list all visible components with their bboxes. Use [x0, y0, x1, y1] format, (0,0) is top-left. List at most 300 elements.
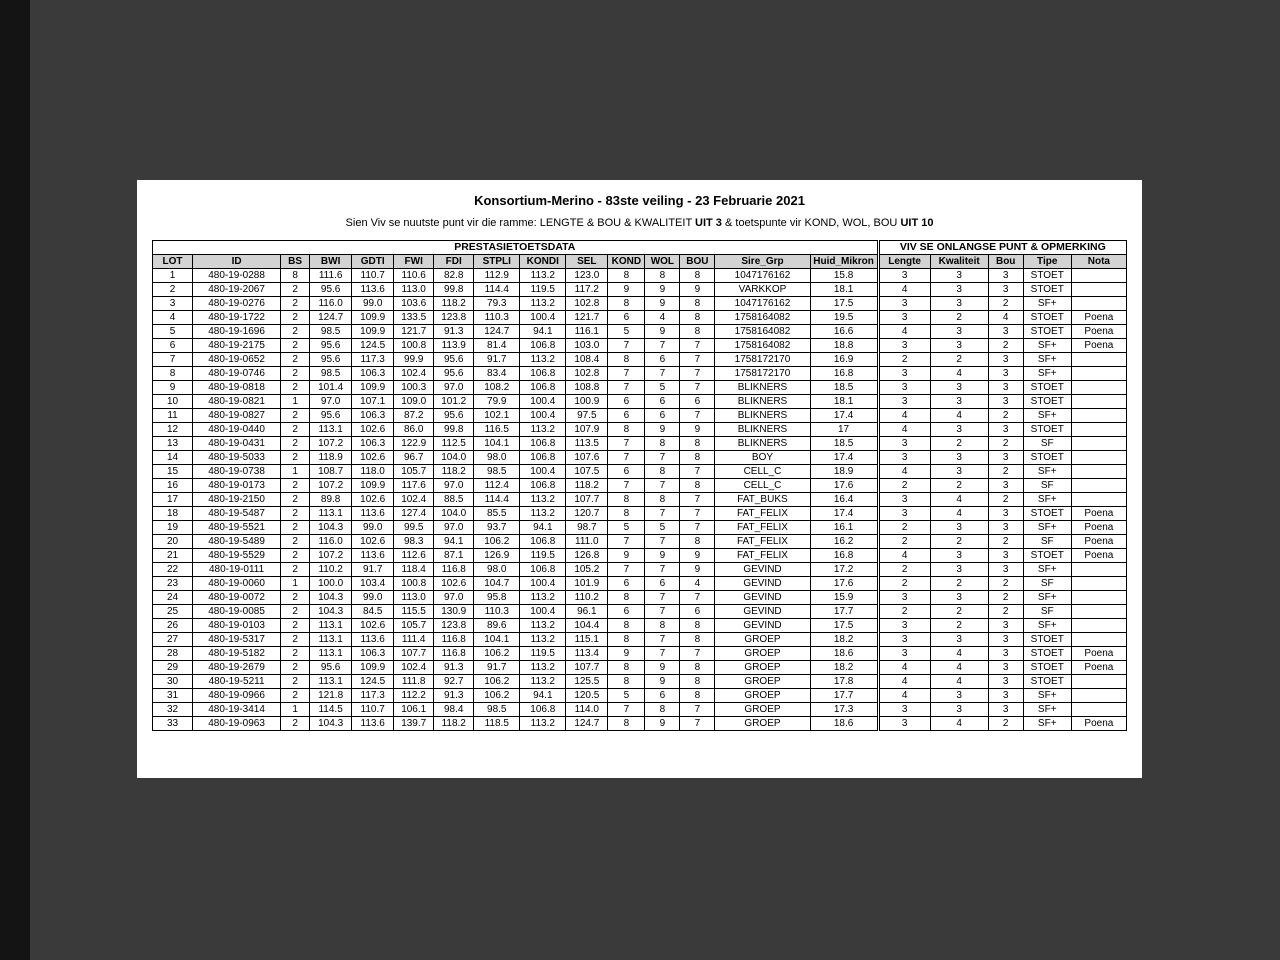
table-cell: 124.7 [566, 717, 608, 731]
table-row [153, 423, 1127, 437]
table-cell: 102.6 [434, 577, 474, 591]
table-cell: 102.8 [566, 297, 608, 311]
table-cell: 2 [281, 689, 310, 703]
table-cell: 2 [281, 619, 310, 633]
table-cell: 7 [608, 535, 645, 549]
table-cell: 110.3 [474, 311, 520, 325]
table-cell: 4 [878, 283, 930, 297]
table-cell: 116.5 [474, 423, 520, 437]
table-cell: 95.6 [434, 353, 474, 367]
table-cell: SF [1023, 605, 1071, 619]
table-cell: 6 [680, 395, 715, 409]
table-cell: 105.2 [566, 563, 608, 577]
table-cell: 102.6 [352, 535, 394, 549]
table-cell: 9 [608, 647, 645, 661]
table-cell: 17.6 [810, 577, 878, 591]
table-cell: 8 [645, 493, 680, 507]
table-cell: 106.8 [520, 367, 566, 381]
table-cell: 8 [608, 717, 645, 731]
table-cell: GROEP [715, 703, 810, 717]
table-cell: 7 [645, 591, 680, 605]
table-cell: 2 [281, 283, 310, 297]
table-cell: 112.5 [434, 437, 474, 451]
table-cell: 91.3 [434, 689, 474, 703]
table-cell: 3 [930, 269, 988, 283]
table-cell: 124.7 [474, 325, 520, 339]
table-cell: 4 [930, 507, 988, 521]
table-cell: 107.7 [566, 493, 608, 507]
table-cell: 3 [930, 591, 988, 605]
table-cell: 102.8 [566, 367, 608, 381]
table-cell: 100.4 [520, 577, 566, 591]
table-cell: 18.8 [810, 339, 878, 353]
table-cell: 2 [988, 717, 1023, 731]
table-cell [1071, 563, 1126, 577]
table-cell [1071, 353, 1126, 367]
table-cell: 17.5 [810, 619, 878, 633]
table-cell: 7 [645, 647, 680, 661]
table-cell: 106.3 [352, 367, 394, 381]
table-cell: 86.0 [394, 423, 434, 437]
table-cell: 1 [281, 465, 310, 479]
table-cell: 2 [988, 465, 1023, 479]
table-cell: 8 [645, 619, 680, 633]
table-cell [1071, 605, 1126, 619]
table-cell: 3 [878, 311, 930, 325]
table-cell: 480-19-0652 [193, 353, 281, 367]
table-cell: 25 [153, 605, 193, 619]
table-cell: 81.4 [474, 339, 520, 353]
table-cell: 15.9 [810, 591, 878, 605]
table-cell: BLIKNERS [715, 423, 810, 437]
table-cell: 113.2 [520, 353, 566, 367]
table-cell: 98.5 [310, 367, 352, 381]
table-row [153, 689, 1127, 703]
table-cell: 2 [878, 479, 930, 493]
table-cell: 106.1 [394, 703, 434, 717]
table-cell: 7 [645, 367, 680, 381]
table-cell: 480-19-0111 [193, 563, 281, 577]
table-cell: 3 [988, 661, 1023, 675]
column-header-stpli: STPLI [474, 255, 520, 269]
table-cell: 6 [608, 409, 645, 423]
table-cell: 8 [680, 325, 715, 339]
table-cell: 1 [281, 395, 310, 409]
table-cell: 9 [645, 717, 680, 731]
table-cell: 3 [878, 437, 930, 451]
table-cell: 105.7 [394, 619, 434, 633]
table-cell: 123.8 [434, 619, 474, 633]
table-cell: 113.6 [352, 283, 394, 297]
table-cell: 113.1 [310, 619, 352, 633]
table-cell: 9 [608, 549, 645, 563]
table-cell: 3 [988, 619, 1023, 633]
table-cell: 8 [645, 703, 680, 717]
table-cell: 480-19-0440 [193, 423, 281, 437]
table-row [153, 633, 1127, 647]
table-cell: 8 [608, 591, 645, 605]
table-cell: 95.6 [310, 353, 352, 367]
table-cell: SF [1023, 479, 1071, 493]
table-cell: 29 [153, 661, 193, 675]
table-cell: 9 [645, 297, 680, 311]
table-cell [1071, 451, 1126, 465]
table-cell: 7 [608, 451, 645, 465]
table-cell: 99.8 [434, 283, 474, 297]
table-cell: 2 [878, 535, 930, 549]
table-cell: FAT_FELIX [715, 549, 810, 563]
table-cell: 106.2 [474, 689, 520, 703]
table-cell: Poena [1071, 647, 1126, 661]
table-cell: 16.8 [810, 367, 878, 381]
table-cell: 2 [281, 423, 310, 437]
table-cell: 118.2 [434, 717, 474, 731]
table-cell: 113.0 [394, 283, 434, 297]
table-cell: 113.6 [352, 633, 394, 647]
table-cell: 480-19-0738 [193, 465, 281, 479]
table-cell: 3 [930, 465, 988, 479]
table-cell: 121.7 [394, 325, 434, 339]
table-cell: 480-19-5211 [193, 675, 281, 689]
table-cell: 99.0 [352, 297, 394, 311]
data-table [152, 240, 1127, 731]
table-cell: 2 [988, 437, 1023, 451]
table-cell: 119.5 [520, 283, 566, 297]
table-cell: 480-19-0276 [193, 297, 281, 311]
table-row [153, 493, 1127, 507]
table-cell: 113.2 [520, 269, 566, 283]
table-cell: 17.7 [810, 605, 878, 619]
table-cell: 116.1 [566, 325, 608, 339]
column-header-kondi: KONDI [520, 255, 566, 269]
table-cell: STOET [1023, 451, 1071, 465]
table-cell: 3 [930, 283, 988, 297]
table-cell: 480-19-5182 [193, 647, 281, 661]
table-cell: 111.6 [310, 269, 352, 283]
table-cell: STOET [1023, 283, 1071, 297]
table-cell: 18.1 [810, 395, 878, 409]
table-cell: 1758172170 [715, 367, 810, 381]
table-cell: 101.2 [434, 395, 474, 409]
table-row [153, 269, 1127, 283]
table-cell: 2 [281, 647, 310, 661]
column-header-kond: KOND [608, 255, 645, 269]
table-cell: 116.8 [434, 633, 474, 647]
table-cell: 8 [680, 633, 715, 647]
table-cell: 3 [878, 451, 930, 465]
table-cell: 100.4 [520, 311, 566, 325]
table-cell: 16.4 [810, 493, 878, 507]
table-cell: 121.8 [310, 689, 352, 703]
table-cell: 2 [281, 311, 310, 325]
table-cell: 1 [281, 577, 310, 591]
table-cell: SF+ [1023, 367, 1071, 381]
table-cell: 480-19-5487 [193, 507, 281, 521]
table-cell: 99.8 [434, 423, 474, 437]
table-cell: 480-19-5033 [193, 451, 281, 465]
table-cell: Poena [1071, 311, 1126, 325]
table-cell: BOY [715, 451, 810, 465]
table-cell: STOET [1023, 661, 1071, 675]
table-row [153, 367, 1127, 381]
table-cell: SF+ [1023, 689, 1071, 703]
table-cell: 91.3 [434, 325, 474, 339]
table-cell: 108.7 [310, 465, 352, 479]
table-cell: STOET [1023, 311, 1071, 325]
table-cell: 7 [680, 717, 715, 731]
table-cell: 107.6 [566, 451, 608, 465]
table-row [153, 661, 1127, 675]
table-cell: 3 [988, 381, 1023, 395]
table-cell: 106.3 [352, 409, 394, 423]
table-cell: 94.1 [434, 535, 474, 549]
table-cell: 104.4 [566, 619, 608, 633]
table-cell: 98.7 [566, 521, 608, 535]
table-cell: 3 [930, 339, 988, 353]
table-cell: 113.2 [520, 591, 566, 605]
table-cell: 106.8 [520, 535, 566, 549]
table-cell: Poena [1071, 521, 1126, 535]
table-cell: 8 [608, 297, 645, 311]
table-cell: 79.9 [474, 395, 520, 409]
table-cell: 3 [988, 703, 1023, 717]
table-cell: FAT_FELIX [715, 521, 810, 535]
table-cell: 2 [281, 605, 310, 619]
table-cell: 7 [680, 465, 715, 479]
table-cell: 4 [930, 661, 988, 675]
table-cell: 2 [988, 409, 1023, 423]
table-cell: 3 [878, 717, 930, 731]
table-cell: 2 [281, 521, 310, 535]
group-header-row [153, 241, 1127, 255]
table-cell [1071, 591, 1126, 605]
table-cell: 9 [645, 325, 680, 339]
table-cell: 95.6 [310, 283, 352, 297]
table-cell: 18.6 [810, 647, 878, 661]
table-cell: 2 [281, 451, 310, 465]
table-cell: 8 [608, 493, 645, 507]
column-header-fdi: FDI [434, 255, 474, 269]
table-cell: 79.3 [474, 297, 520, 311]
table-cell: 100.3 [394, 381, 434, 395]
table-cell: 94.1 [520, 689, 566, 703]
table-cell: 7 [608, 339, 645, 353]
table-cell: 16.1 [810, 521, 878, 535]
table-cell: 16 [153, 479, 193, 493]
table-cell: SF+ [1023, 297, 1071, 311]
table-cell: 100.8 [394, 339, 434, 353]
table-cell: 10 [153, 395, 193, 409]
table-cell: 6 [645, 395, 680, 409]
table-cell: 87.1 [434, 549, 474, 563]
table-cell: 113.2 [520, 675, 566, 689]
page-title: Konsortium-Merino - 83ste veiling - 23 Februarie 2021 [474, 193, 805, 208]
table-cell: 119.5 [520, 647, 566, 661]
table-cell: 106.3 [352, 437, 394, 451]
table-cell: 28 [153, 647, 193, 661]
table-cell: 31 [153, 689, 193, 703]
table-cell: 118.9 [310, 451, 352, 465]
table-cell: 3 [988, 283, 1023, 297]
table-row [153, 605, 1127, 619]
table-cell: 480-19-2679 [193, 661, 281, 675]
table-cell: 8 [608, 619, 645, 633]
table-cell: 89.8 [310, 493, 352, 507]
table-cell: 112.2 [394, 689, 434, 703]
table-cell: 3 [988, 423, 1023, 437]
table-cell: 18.1 [810, 283, 878, 297]
table-cell [1071, 633, 1126, 647]
column-header-nota: Nota [1071, 255, 1126, 269]
table-cell: 98.5 [474, 703, 520, 717]
table-cell: 1758172170 [715, 353, 810, 367]
table-cell: Poena [1071, 339, 1126, 353]
table-cell: 107.2 [310, 479, 352, 493]
table-cell: 4 [930, 367, 988, 381]
table-cell: 82.8 [434, 269, 474, 283]
table-cell: BLIKNERS [715, 409, 810, 423]
table-cell: 113.1 [310, 507, 352, 521]
table-cell: 18.2 [810, 661, 878, 675]
table-row [153, 521, 1127, 535]
table-cell: 2 [878, 605, 930, 619]
table-row [153, 465, 1127, 479]
table-cell: 123.0 [566, 269, 608, 283]
table-cell: 113.2 [520, 619, 566, 633]
table-cell: 2 [930, 311, 988, 325]
table-cell: 8 [608, 353, 645, 367]
table-cell: CELL_C [715, 465, 810, 479]
table-cell: 113.2 [520, 493, 566, 507]
table-cell: 5 [608, 689, 645, 703]
table-cell [1071, 437, 1126, 451]
table-row [153, 507, 1127, 521]
table-cell: 9 [680, 423, 715, 437]
table-cell: GROEP [715, 675, 810, 689]
table-cell: 4 [930, 409, 988, 423]
table-cell: 7 [608, 479, 645, 493]
table-cell: 8 [680, 297, 715, 311]
column-header-kwaliteit: Kwaliteit [930, 255, 988, 269]
table-cell: 103.4 [352, 577, 394, 591]
table-row [153, 283, 1127, 297]
table-row [153, 409, 1127, 423]
table-cell: SF+ [1023, 563, 1071, 577]
table-cell: 19.5 [810, 311, 878, 325]
table-cell: 480-19-1696 [193, 325, 281, 339]
table-cell: 480-19-5317 [193, 633, 281, 647]
table-cell: 91.3 [434, 661, 474, 675]
table-cell: 3 [878, 703, 930, 717]
table-row [153, 437, 1127, 451]
table-cell: 21 [153, 549, 193, 563]
table-row [153, 325, 1127, 339]
column-header-gdti: GDTI [352, 255, 394, 269]
table-cell: 4 [988, 311, 1023, 325]
table-cell: 95.6 [310, 339, 352, 353]
table-cell: STOET [1023, 395, 1071, 409]
table-cell: 8 [680, 437, 715, 451]
table-cell: 120.5 [566, 689, 608, 703]
table-cell: 480-19-0085 [193, 605, 281, 619]
table-cell: 118.5 [474, 717, 520, 731]
table-cell: 3 [878, 381, 930, 395]
table-cell: 89.6 [474, 619, 520, 633]
table-cell: 2 [281, 591, 310, 605]
table-cell: 17.5 [810, 297, 878, 311]
table-cell: 9 [645, 675, 680, 689]
table-cell: 1 [281, 703, 310, 717]
table-cell: 3 [988, 479, 1023, 493]
table-cell: 4 [878, 661, 930, 675]
table-cell: 103.0 [566, 339, 608, 353]
table-cell: 2 [281, 633, 310, 647]
table-cell: 96.7 [394, 451, 434, 465]
table-cell: 97.0 [434, 479, 474, 493]
table-cell: 480-19-2150 [193, 493, 281, 507]
table-cell: 6 [645, 689, 680, 703]
table-cell: 104.3 [310, 521, 352, 535]
table-cell: 480-19-0821 [193, 395, 281, 409]
table-cell: 115.5 [394, 605, 434, 619]
table-cell: 3 [878, 507, 930, 521]
table-cell: 100.4 [520, 465, 566, 479]
table-cell: 107.7 [394, 647, 434, 661]
table-cell: 7 [645, 633, 680, 647]
table-cell: 8 [608, 633, 645, 647]
table-cell: 5 [153, 325, 193, 339]
table-cell: 114.0 [566, 703, 608, 717]
table-cell: 8 [680, 311, 715, 325]
table-cell: 123.8 [434, 311, 474, 325]
table-cell: 480-19-5529 [193, 549, 281, 563]
table-cell [1071, 479, 1126, 493]
table-cell: 91.7 [474, 353, 520, 367]
table-cell: 17.3 [810, 703, 878, 717]
table-cell: 110.6 [394, 269, 434, 283]
table-cell: 113.9 [434, 339, 474, 353]
table-cell: STOET [1023, 647, 1071, 661]
table-cell [1071, 465, 1126, 479]
table-cell: BLIKNERS [715, 395, 810, 409]
table-cell: 113.1 [310, 647, 352, 661]
table-cell [1071, 381, 1126, 395]
table-cell: 84.5 [352, 605, 394, 619]
table-cell: 3 [988, 563, 1023, 577]
table-cell: 102.6 [352, 423, 394, 437]
table-cell: 6 [680, 605, 715, 619]
table-cell: 114.5 [310, 703, 352, 717]
table-cell: 480-19-5489 [193, 535, 281, 549]
table-cell: 113.2 [520, 507, 566, 521]
table-cell: 7 [680, 409, 715, 423]
table-cell: 3 [988, 353, 1023, 367]
table-cell: 6 [645, 353, 680, 367]
table-cell: 97.0 [434, 381, 474, 395]
table-cell: 94.1 [520, 325, 566, 339]
table-cell: 2 [281, 661, 310, 675]
table-cell: 480-19-0060 [193, 577, 281, 591]
table-cell: 102.4 [394, 367, 434, 381]
table-cell: 109.9 [352, 381, 394, 395]
table-cell: 480-19-0818 [193, 381, 281, 395]
table-cell: 114.4 [474, 283, 520, 297]
table-cell: 17.7 [810, 689, 878, 703]
table-cell: 133.5 [394, 311, 434, 325]
table-cell [1071, 283, 1126, 297]
table-cell: 2 [281, 325, 310, 339]
table-cell: 4 [153, 311, 193, 325]
